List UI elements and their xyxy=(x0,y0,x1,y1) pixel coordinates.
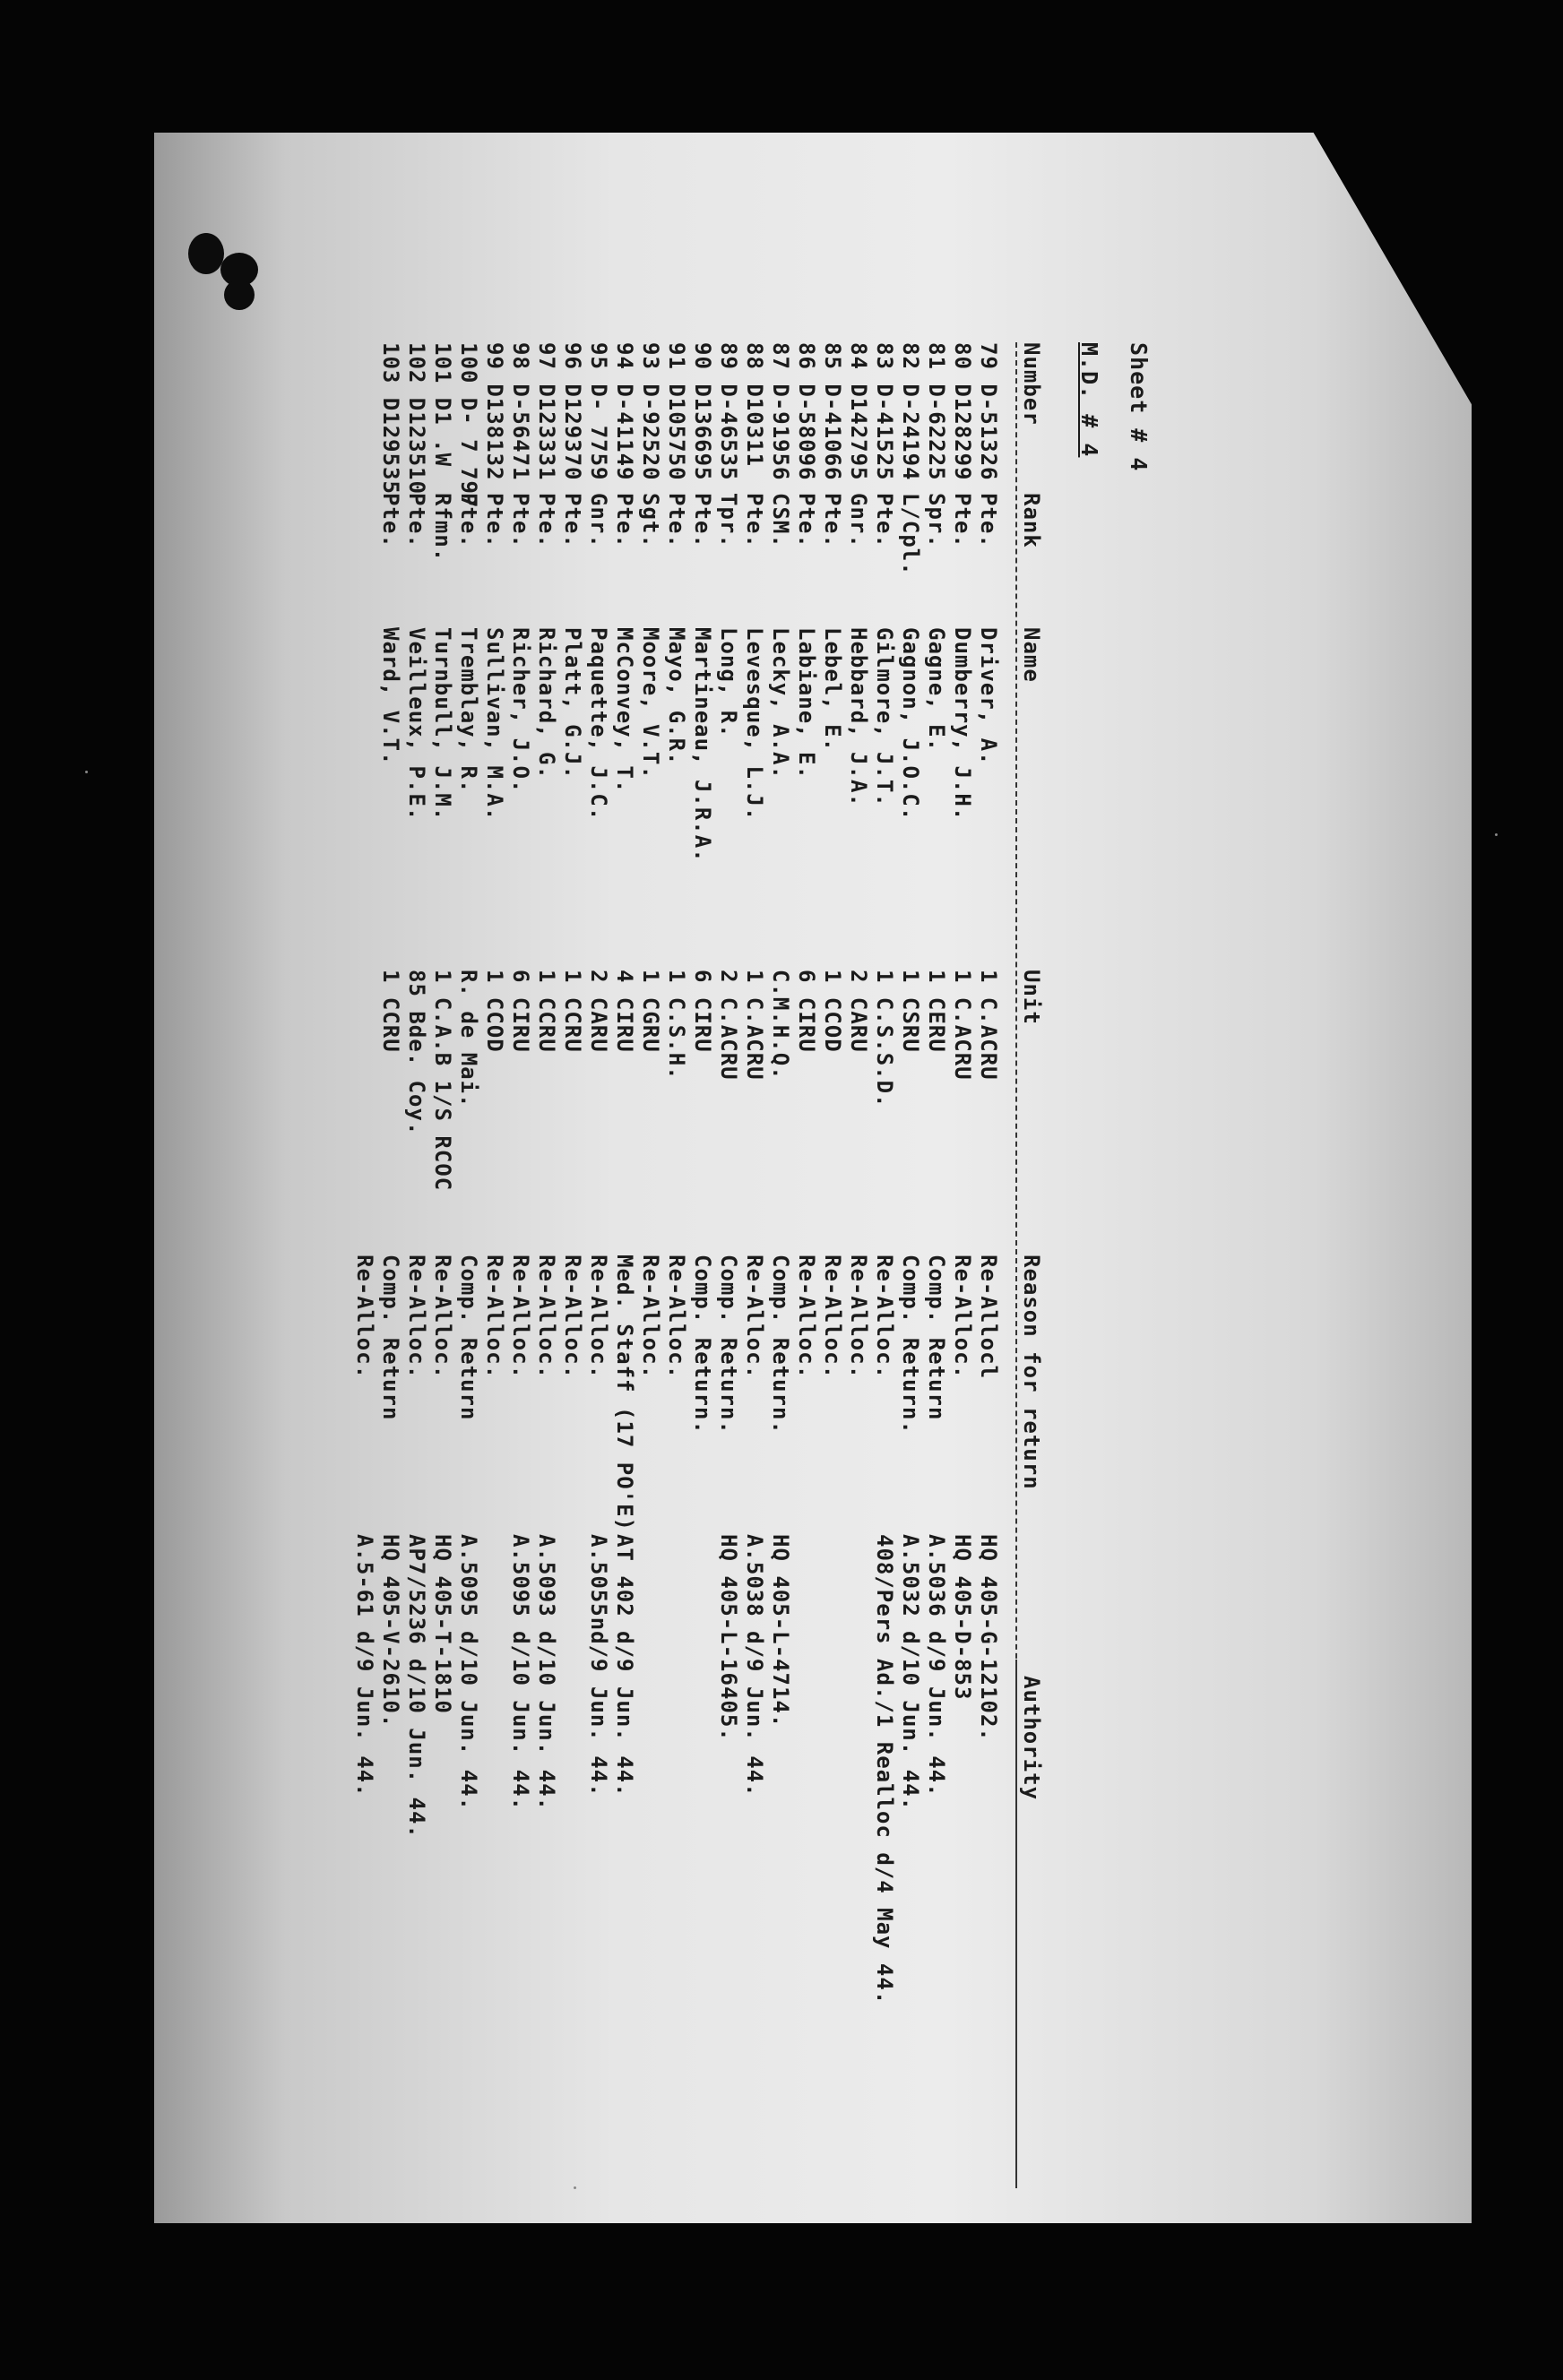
cell-name: Long, R. xyxy=(716,627,741,738)
cell-number: 97 D123331 xyxy=(534,342,559,481)
cell-name: Ward, V.T. xyxy=(378,627,403,766)
cell-authority: A.5036 d/9 Jun. 44. xyxy=(924,1534,949,1798)
table-row xyxy=(637,342,663,2188)
cell-reason: Re-Alloc. xyxy=(404,1255,429,1380)
cell-reason: Comp. Return. xyxy=(898,1255,923,1435)
cell-rank: Pte. xyxy=(664,493,689,548)
cell-unit: R. de Mai. xyxy=(456,970,481,1108)
punch-hole-icon xyxy=(188,233,224,274)
header-rank: Rank xyxy=(1019,493,1044,548)
table-row xyxy=(819,342,845,2188)
cell-name: Lebel, E. xyxy=(820,627,845,753)
cell-rank: Rfmn. xyxy=(430,493,455,563)
table-row xyxy=(923,342,949,2188)
cell-authority: AP7/5236 d/10 Jun. 44. xyxy=(404,1534,429,1839)
cell-name: Gilmore, J.T. xyxy=(872,627,897,807)
cell-rank: Pte. xyxy=(690,493,715,548)
cell-name: Dumberry, J.H. xyxy=(950,627,975,822)
cell-rank: Pte. xyxy=(612,493,637,548)
table-row xyxy=(897,342,923,2188)
table-row xyxy=(845,342,871,2188)
cell-unit: 1 C.S.S.D. xyxy=(872,970,897,1108)
cell-rank: Pte. xyxy=(404,493,429,548)
cell-rank: Gnr. xyxy=(586,493,611,548)
table-row xyxy=(975,342,1001,2188)
cell-reason: Re-Alloc. xyxy=(508,1255,533,1380)
cell-number: 79 D-51326 xyxy=(976,342,1001,481)
cell-reason: Comp. Return. xyxy=(690,1255,715,1435)
cell-authority: HQ 405-D-853 xyxy=(950,1534,975,1701)
cell-name: Hebbard, J.A. xyxy=(846,627,871,807)
cell-reason: Med. Staff (17 PO'E) xyxy=(612,1255,637,1531)
cell-rank: Pte. xyxy=(950,493,975,548)
rotated-roster xyxy=(352,342,1152,2188)
table-row xyxy=(429,342,455,2188)
cell-rank: Pte. xyxy=(742,493,767,548)
cell-unit: 2 C.ACRU xyxy=(716,970,741,1081)
cell-authority: A.5038 d/9 Jun. 44. xyxy=(742,1534,767,1798)
cell-authority: A.5032 d/10 Jun. 44. xyxy=(898,1534,923,1811)
cell-authority: HQ 405-L-4714. xyxy=(768,1534,793,1729)
cell-unit: 6 CIRU xyxy=(794,970,819,1053)
cell-reason: Comp. Return xyxy=(378,1255,403,1421)
cell-unit: 1 C.ACRU xyxy=(976,970,1001,1081)
cell-number: 91 D105750 xyxy=(664,342,689,481)
cell-reason: Re-Alloc. xyxy=(820,1255,845,1380)
cell-unit: 1 CCOD xyxy=(482,970,507,1053)
table-row xyxy=(663,342,689,2188)
cell-rank: Spr. xyxy=(924,493,949,548)
cell-name: Turnbull, J.M. xyxy=(430,627,455,822)
table-row xyxy=(689,342,715,2188)
cell-unit: 2 CARU xyxy=(586,970,611,1053)
cell-reason: Re-Alloc. xyxy=(430,1255,455,1380)
cell-name: Richer, J.O. xyxy=(508,627,533,794)
cell-rank: Pte. xyxy=(508,493,533,548)
roster-rows xyxy=(351,342,1001,2188)
cell-unit: 1 C.ACRU xyxy=(742,970,767,1081)
sheet-label: Sheet # 4 xyxy=(1126,342,1152,472)
cell-name: Veilleux, P.E. xyxy=(404,627,429,822)
cell-number: 81 D-62225 xyxy=(924,342,949,481)
cell-authority: A.5-61 d/9 Jun. 44. xyxy=(352,1534,377,1798)
cell-authority: AT 402 d/9 Jun. 44. xyxy=(612,1534,637,1798)
district-label: M.D. # 4 xyxy=(1076,342,1102,458)
cell-number: 90 D136695 xyxy=(690,342,715,481)
cell-unit: 1 CGRU xyxy=(638,970,663,1053)
cell-authority: A.5055nd/9 Jun. 44. xyxy=(586,1534,611,1798)
table-row xyxy=(611,342,637,2188)
cell-unit: 4 CIRU xyxy=(612,970,637,1053)
cell-reason: Re-Alloc. xyxy=(560,1255,585,1380)
table-row xyxy=(949,342,975,2188)
cell-authority: A.5095 d/10 Jun. 44. xyxy=(456,1534,481,1811)
cell-number: 99 D138132 xyxy=(482,342,507,481)
cell-unit: 6 CIRU xyxy=(690,970,715,1053)
punch-hole-icon xyxy=(224,280,255,310)
cell-number: 103 D129535 xyxy=(378,342,403,495)
cell-reason: Re-Alloc. xyxy=(352,1255,377,1380)
cell-number: 96 D129370 xyxy=(560,342,585,481)
cell-rank: Sgt. xyxy=(638,493,663,548)
table-row xyxy=(351,342,377,2188)
table-row xyxy=(455,342,481,2188)
cell-reason: Comp. Return xyxy=(456,1255,481,1421)
cell-number: 87 D-91956 xyxy=(768,342,793,481)
cell-unit: 1 CCRU xyxy=(378,970,403,1053)
cell-reason: Comp. Return. xyxy=(716,1255,741,1435)
cell-reason: Re-Allocl xyxy=(976,1255,1001,1380)
cell-rank: Pte. xyxy=(794,493,819,548)
header-reason: Reason for return xyxy=(1019,1255,1044,1490)
cell-number: 94 D-41149 xyxy=(612,342,637,481)
table-row xyxy=(481,342,507,2188)
cell-unit: 1 C.S.H. xyxy=(664,970,689,1081)
cell-name: Lecky, A.A. xyxy=(768,627,793,780)
cell-number: 83 D-41525 xyxy=(872,342,897,481)
cell-number: 86 D-58096 xyxy=(794,342,819,481)
cell-rank: Tpr. xyxy=(716,493,741,548)
cell-name: Gagnon, J.O.C. xyxy=(898,627,923,822)
cell-unit: 1 CCOD xyxy=(820,970,845,1053)
cell-name: Martineau, J.R.A. xyxy=(690,627,715,863)
cell-rank: Pte. xyxy=(820,493,845,548)
table-row xyxy=(533,342,559,2188)
cell-unit: 1 C.A.B 1/S RCOC xyxy=(430,970,455,1192)
cell-authority: A.5095 d/10 Jun. 44. xyxy=(508,1534,533,1811)
cell-rank: Pte. xyxy=(872,493,897,548)
cell-name: Gagne, E. xyxy=(924,627,949,753)
cell-number: 98 D-56471 xyxy=(508,342,533,481)
cell-authority: A.5093 d/10 Jun. 44. xyxy=(534,1534,559,1811)
table-row xyxy=(793,342,819,2188)
cell-reason: Re-Alloc. xyxy=(950,1255,975,1380)
cell-number: 95 D- 7759 xyxy=(586,342,611,481)
header-unit: Unit xyxy=(1019,970,1044,1025)
cell-rank: Gnr. xyxy=(846,493,871,548)
cell-authority: HQ 405-L-16405. xyxy=(716,1534,741,1742)
cell-number: 84 D142795 xyxy=(846,342,871,481)
cell-number: 102 D123510 xyxy=(404,342,429,495)
header-number: Number xyxy=(1019,342,1044,426)
authority-rule xyxy=(1015,1660,1017,2188)
cell-unit: 6 CIRU xyxy=(508,970,533,1053)
cell-rank: Pte. xyxy=(976,493,1001,548)
cell-unit: C.M.H.Q. xyxy=(768,970,793,1081)
cell-number: 101 D1 .W xyxy=(430,342,455,468)
cell-name: Mayo, G.R. xyxy=(664,627,689,766)
cell-reason: Comp. Return. xyxy=(768,1255,793,1435)
film-speck xyxy=(1495,833,1498,836)
cell-authority: HQ 405-V-2610. xyxy=(378,1534,403,1729)
cell-unit: 1 CCRU xyxy=(534,970,559,1053)
cell-reason: Re-Alloc. xyxy=(534,1255,559,1380)
cell-unit: 1 CSRU xyxy=(898,970,923,1053)
cell-reason: Re-Alloc. xyxy=(846,1255,871,1380)
cell-name: Moore, V.T. xyxy=(638,627,663,780)
cell-rank: CSM. xyxy=(768,493,793,548)
cell-rank: Pte. xyxy=(378,493,403,548)
cell-unit: 1 C.ACRU xyxy=(950,970,975,1081)
cell-reason: Re-Alloc. xyxy=(794,1255,819,1380)
cell-reason: Re-Alloc. xyxy=(638,1255,663,1380)
cell-rank: Pte. xyxy=(560,493,585,548)
cell-name: Platt, G.J. xyxy=(560,627,585,780)
cell-authority: HQ 405-T-1810 xyxy=(430,1534,455,1714)
cell-number: 100 D- 7 797 xyxy=(456,342,481,509)
cell-name: Labiane, E. xyxy=(794,627,819,780)
header-authority: Authority xyxy=(1019,1676,1044,1801)
table-row xyxy=(715,342,741,2188)
table-row xyxy=(377,342,403,2188)
table-row xyxy=(507,342,533,2188)
cell-number: 89 D-46535 xyxy=(716,342,741,481)
table-row xyxy=(871,342,897,2188)
cell-authority: HQ 405-G-12102. xyxy=(976,1534,1001,1742)
cell-unit: 1 CERU xyxy=(924,970,949,1053)
table-row xyxy=(559,342,585,2188)
cell-rank: L/Cpl. xyxy=(898,493,923,576)
table-row xyxy=(585,342,611,2188)
cell-rank: Pte. xyxy=(534,493,559,548)
table-row xyxy=(741,342,767,2188)
cell-rank: Pte. xyxy=(482,493,507,548)
cell-number: 93 D-92520 xyxy=(638,342,663,481)
cell-rank: Pte. xyxy=(456,493,481,548)
cell-name: Driver, A. xyxy=(976,627,1001,766)
cell-authority: 408/Pers Ad./1 Realloc d/4 May 44. xyxy=(872,1534,897,2005)
cell-unit: 85 Bde. Coy. xyxy=(404,970,429,1136)
cell-reason: Comp. Return xyxy=(924,1255,949,1421)
cell-name: Tremblay, R. xyxy=(456,627,481,794)
cell-name: Richard, G. xyxy=(534,627,559,780)
cell-name: McConvey, T. xyxy=(612,627,637,794)
header-name: Name xyxy=(1019,627,1044,683)
cell-reason: Re-Alloc. xyxy=(586,1255,611,1380)
cell-name: Levesque, L.J. xyxy=(742,627,767,822)
cell-name: Sullivan, M.A. xyxy=(482,627,507,822)
cell-number: 80 D128299 xyxy=(950,342,975,481)
cell-reason: Re-Alloc. xyxy=(664,1255,689,1380)
cell-unit: 1 CCRU xyxy=(560,970,585,1053)
cell-reason: Re-Alloc. xyxy=(872,1255,897,1380)
film-speck xyxy=(85,771,88,773)
table-row xyxy=(403,342,429,2188)
cell-number: 85 D-41066 xyxy=(820,342,845,481)
cell-name: Paquette, J.C. xyxy=(586,627,611,822)
cell-reason: Re-Alloc. xyxy=(742,1255,767,1380)
cell-number: 88 D10311 xyxy=(742,342,767,468)
table-row xyxy=(767,342,793,2188)
cell-reason: Re-Alloc. xyxy=(482,1255,507,1380)
cell-number: 82 D-24194 xyxy=(898,342,923,481)
cell-unit: 2 CARU xyxy=(846,970,871,1053)
